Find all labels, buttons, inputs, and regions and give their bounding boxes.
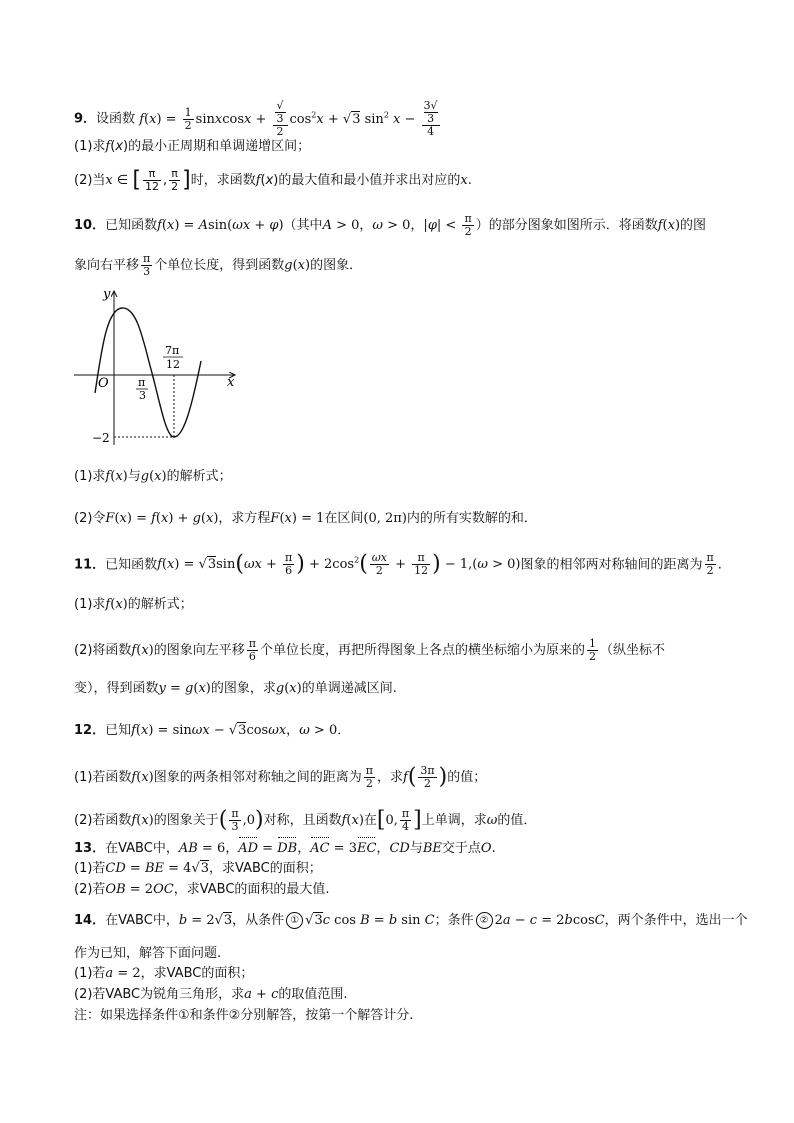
q9-part2: (2)当x ∈ [ $\frac{\pi}{12}$ , $\frac{\pi}{2}$ ]时，求函数f(x)的最大值和最小值并求出对应的x. — [74, 167, 472, 193]
q10-l2-b: 个单位长度，得到函数 — [154, 258, 285, 273]
q10-cond-a: （其中 — [283, 218, 323, 233]
q11-l4-b: 的图象，求 — [210, 681, 276, 696]
q9-p1-text: (1)求 — [74, 139, 106, 154]
q10-cond-c: 的图 — [680, 218, 707, 233]
q11-l4-c: 的单调递减区间. — [301, 681, 397, 696]
q10-p1-text-b: 与 — [127, 469, 141, 484]
q11-p2-text-d: （纵坐标不 — [600, 643, 666, 658]
q13-p2-text-b: ，求VABC的面积的最大值. — [173, 882, 330, 897]
q9-line1 — [74, 100, 442, 138]
q14-l1-c: ；条件 — [434, 913, 474, 928]
q12-part1: (1)若函数f(x)图象的两条相邻对称轴之间的距离为 $\frac{\pi}{2}$ ，求f( $\frac{3\pi}{2}$ )的值； — [74, 764, 487, 790]
q12-p2-text: (2)若函数 — [74, 813, 132, 828]
q12-p1-text: (1)若函数 — [74, 770, 132, 785]
q9-lead: 设函数 — [96, 111, 136, 127]
q11-part1: (1)求f(x)的解析式； — [74, 597, 193, 612]
condition-2-marker: ② — [476, 912, 493, 929]
q10-p2-text: (2)令 — [74, 511, 106, 526]
q12-lead: 已知 — [105, 723, 132, 738]
q10-part2: (2)令F(x) = f(x) + g(x)，求方程F(x) = 1在区间(0, 2π)内的所有实数解的和． — [74, 511, 537, 526]
q14-part2: (2)若VABC为锐角三角形，求a + c的取值范围. — [74, 987, 348, 1002]
q10-part1: (1)求f(x)与g(x)的解析式； — [74, 469, 232, 484]
q12-p2-text-e: 上单调，求 — [421, 813, 487, 828]
q13-p1-text-b: ，求VABC的面积； — [209, 861, 322, 876]
y-axis-label: y — [103, 287, 111, 302]
q11-p2-text: (2)将函数 — [74, 643, 132, 658]
q9-formula: f(x) = $\frac{1}{2}$ sinxcosx + √ 3 2 $\cos^2x + √3$ $\sin^2 x$ − 3√ 3 4 — [139, 99, 438, 138]
q14-part1: (1)若a = 2，求VABC的面积； — [74, 966, 254, 981]
q11-part2: (2)将函数f(x)的图象向左平移 $\frac{\pi}{6}$ 个单位长度，再把所得图象上各点的横坐标缩小为原来的 $\frac{1}{2}$ （纵坐标不 — [74, 637, 666, 663]
q14-p2-text-b: 的取值范围. — [278, 987, 348, 1002]
q10-l2-a: 象向右平移 — [74, 258, 140, 273]
q10-line2: 象向右平移 $\frac{\pi}{3}$ 个单位长度，得到函数g(x)的图象． — [74, 252, 363, 278]
q14-line1: 14．在VABC中，b = 2√3，从条件 ① √3c cos B = b sin C；条件 ② 2a − c = 2bcosC，两个条件中，选出一个 — [74, 913, 748, 928]
q14-line2: 作为已知，解答下面问题. — [74, 946, 222, 961]
q9-number: 9． — [74, 111, 97, 127]
q13-number: 13． — [74, 841, 106, 856]
q10-p1-text: (1)求 — [74, 469, 106, 484]
q9-p1-text-b: 的最小正周期和单调递增区间； — [128, 139, 311, 154]
tick-7pi-12-num: 7π — [165, 344, 180, 357]
q10-number: 10． — [74, 218, 106, 233]
q13-part2: (2)若OB = 2OC，求VABC的面积的最大值. — [74, 882, 330, 897]
q14-lead: 在VABC中， — [105, 913, 179, 928]
q11-p2-text-b: 的图象向左平移 — [153, 643, 245, 658]
q12-line1: 12．已知f(x) = sinωx − √3cosωx，ω > 0． — [74, 723, 351, 738]
q12-p1-text-d: 的值； — [447, 770, 487, 785]
sine-curve — [95, 308, 201, 437]
q14-number: 14． — [74, 913, 106, 928]
q12-p2-text-c: 对称，且函数 — [263, 813, 342, 828]
q12-p2-text-d: 在 — [363, 813, 377, 828]
x-axis-label: x — [227, 375, 235, 390]
q11-p2-text-c: 个单位长度，再把所得图象上各点的横坐标缩小为原来的 — [259, 643, 585, 658]
q14-note: 注：如果选择条件①和条件②分别解答，按第一个解答计分. — [74, 1008, 414, 1023]
q11-number: 11． — [74, 557, 106, 573]
q11-p1-text: (1)求 — [74, 597, 106, 612]
q10-line1: 10．已知函数f(x) = Asin(ωx + φ)（其中A > 0，ω > 0，|φ| < $\frac{\pi}{2}$ ）的部分图象如图所示．将函数f(x)的图 — [74, 212, 707, 238]
min-value-label: −2 — [92, 431, 110, 445]
q11-line1: 11．已知函数f(x) = √3sin(ωx + $\frac{\pi}{6}$ ) + $2\cos^2$( $\frac{\omega x}{2}$ + $\frac{\pi}{12}$ ) − 1,(ω > 0)图象的相邻两对称轴间的距离为 $\frac{\pi}{2}$ . — [74, 551, 722, 578]
q14-l1-b: ，从条件 — [232, 913, 285, 928]
q14-p1-text-b: ，求VABC的面积； — [140, 966, 254, 981]
q13-lead: 在VABC中， — [105, 841, 179, 856]
q14-p2-text: (2)若VABC为锐角三角形，求 — [74, 987, 245, 1002]
sine-graph — [70, 285, 245, 450]
q10-p2-text-b: ，求方程 — [218, 511, 271, 526]
q10-p2-text-c: 在区间 — [324, 511, 364, 526]
q12-part2: (2)若函数f(x)的图象关于( $\frac{\pi}{3}$ ,0)对称，且函数f(x)在[0, $\frac{\pi}{4}$ ]上单调，求ω的值． — [74, 807, 537, 833]
q12-number: 12． — [74, 723, 106, 738]
q12-p2-text-b: 的图象关于 — [153, 813, 219, 828]
q10-p1-text-c: 的解析式； — [166, 469, 232, 484]
q9-p2-text-c: 的最大值和最小值并求出对应的 — [278, 173, 461, 188]
origin-label: O — [98, 376, 109, 391]
q13-p2-text: (2)若 — [74, 882, 106, 897]
condition-1-marker: ① — [286, 912, 303, 929]
tick-pi-3-num: π — [138, 376, 146, 389]
q9-p2-text-b: 时，求函数 — [190, 173, 256, 188]
q11-p1-text-b: 的解析式； — [127, 597, 193, 612]
q14-l1-d: ，两个条件中，选出一个 — [604, 913, 748, 928]
q13-line1: 13．在VABC中，AB = 6，AD = DB，AC = 3EC，CD与BE交于点O. — [74, 841, 496, 856]
q13-p1-text: (1)若 — [74, 861, 106, 876]
q12-p2-text-f: 的值． — [497, 813, 537, 828]
q10-p2-text-d: 内的所有实数解的和． — [406, 511, 537, 526]
q14-p1-text: (1)若 — [74, 966, 106, 981]
q13-intersect-text: 交于点 — [441, 841, 481, 856]
tick-7pi-12-den: 12 — [166, 358, 180, 371]
q9-p2-text: (2)当 — [74, 173, 106, 188]
tick-pi-3-den: 3 — [139, 389, 146, 402]
q10-lead: 已知函数 — [105, 218, 158, 233]
q12-p1-text-c: ，求 — [376, 770, 403, 785]
q11-l1-b: 图象的相邻两对称轴间的距离为 — [520, 557, 703, 573]
q11-line4: 变），得到函数y = g(x)的图象，求g(x)的单调递减区间. — [74, 681, 397, 696]
q11-lead: 已知函数 — [105, 557, 158, 573]
q12-p1-text-b: 图象的两条相邻对称轴之间的距离为 — [153, 770, 362, 785]
q10-cond-b: ）的部分图象如图所示．将函数 — [475, 218, 658, 233]
q13-part1: (1)若CD = BE = 4√3，求VABC的面积； — [74, 861, 322, 876]
q11-l4-a: 变），得到函数 — [74, 681, 159, 696]
q10-l2-c: 的图象． — [310, 258, 363, 273]
q9-part1: (1)求f(x)的最小正周期和单调递增区间； — [74, 139, 311, 154]
